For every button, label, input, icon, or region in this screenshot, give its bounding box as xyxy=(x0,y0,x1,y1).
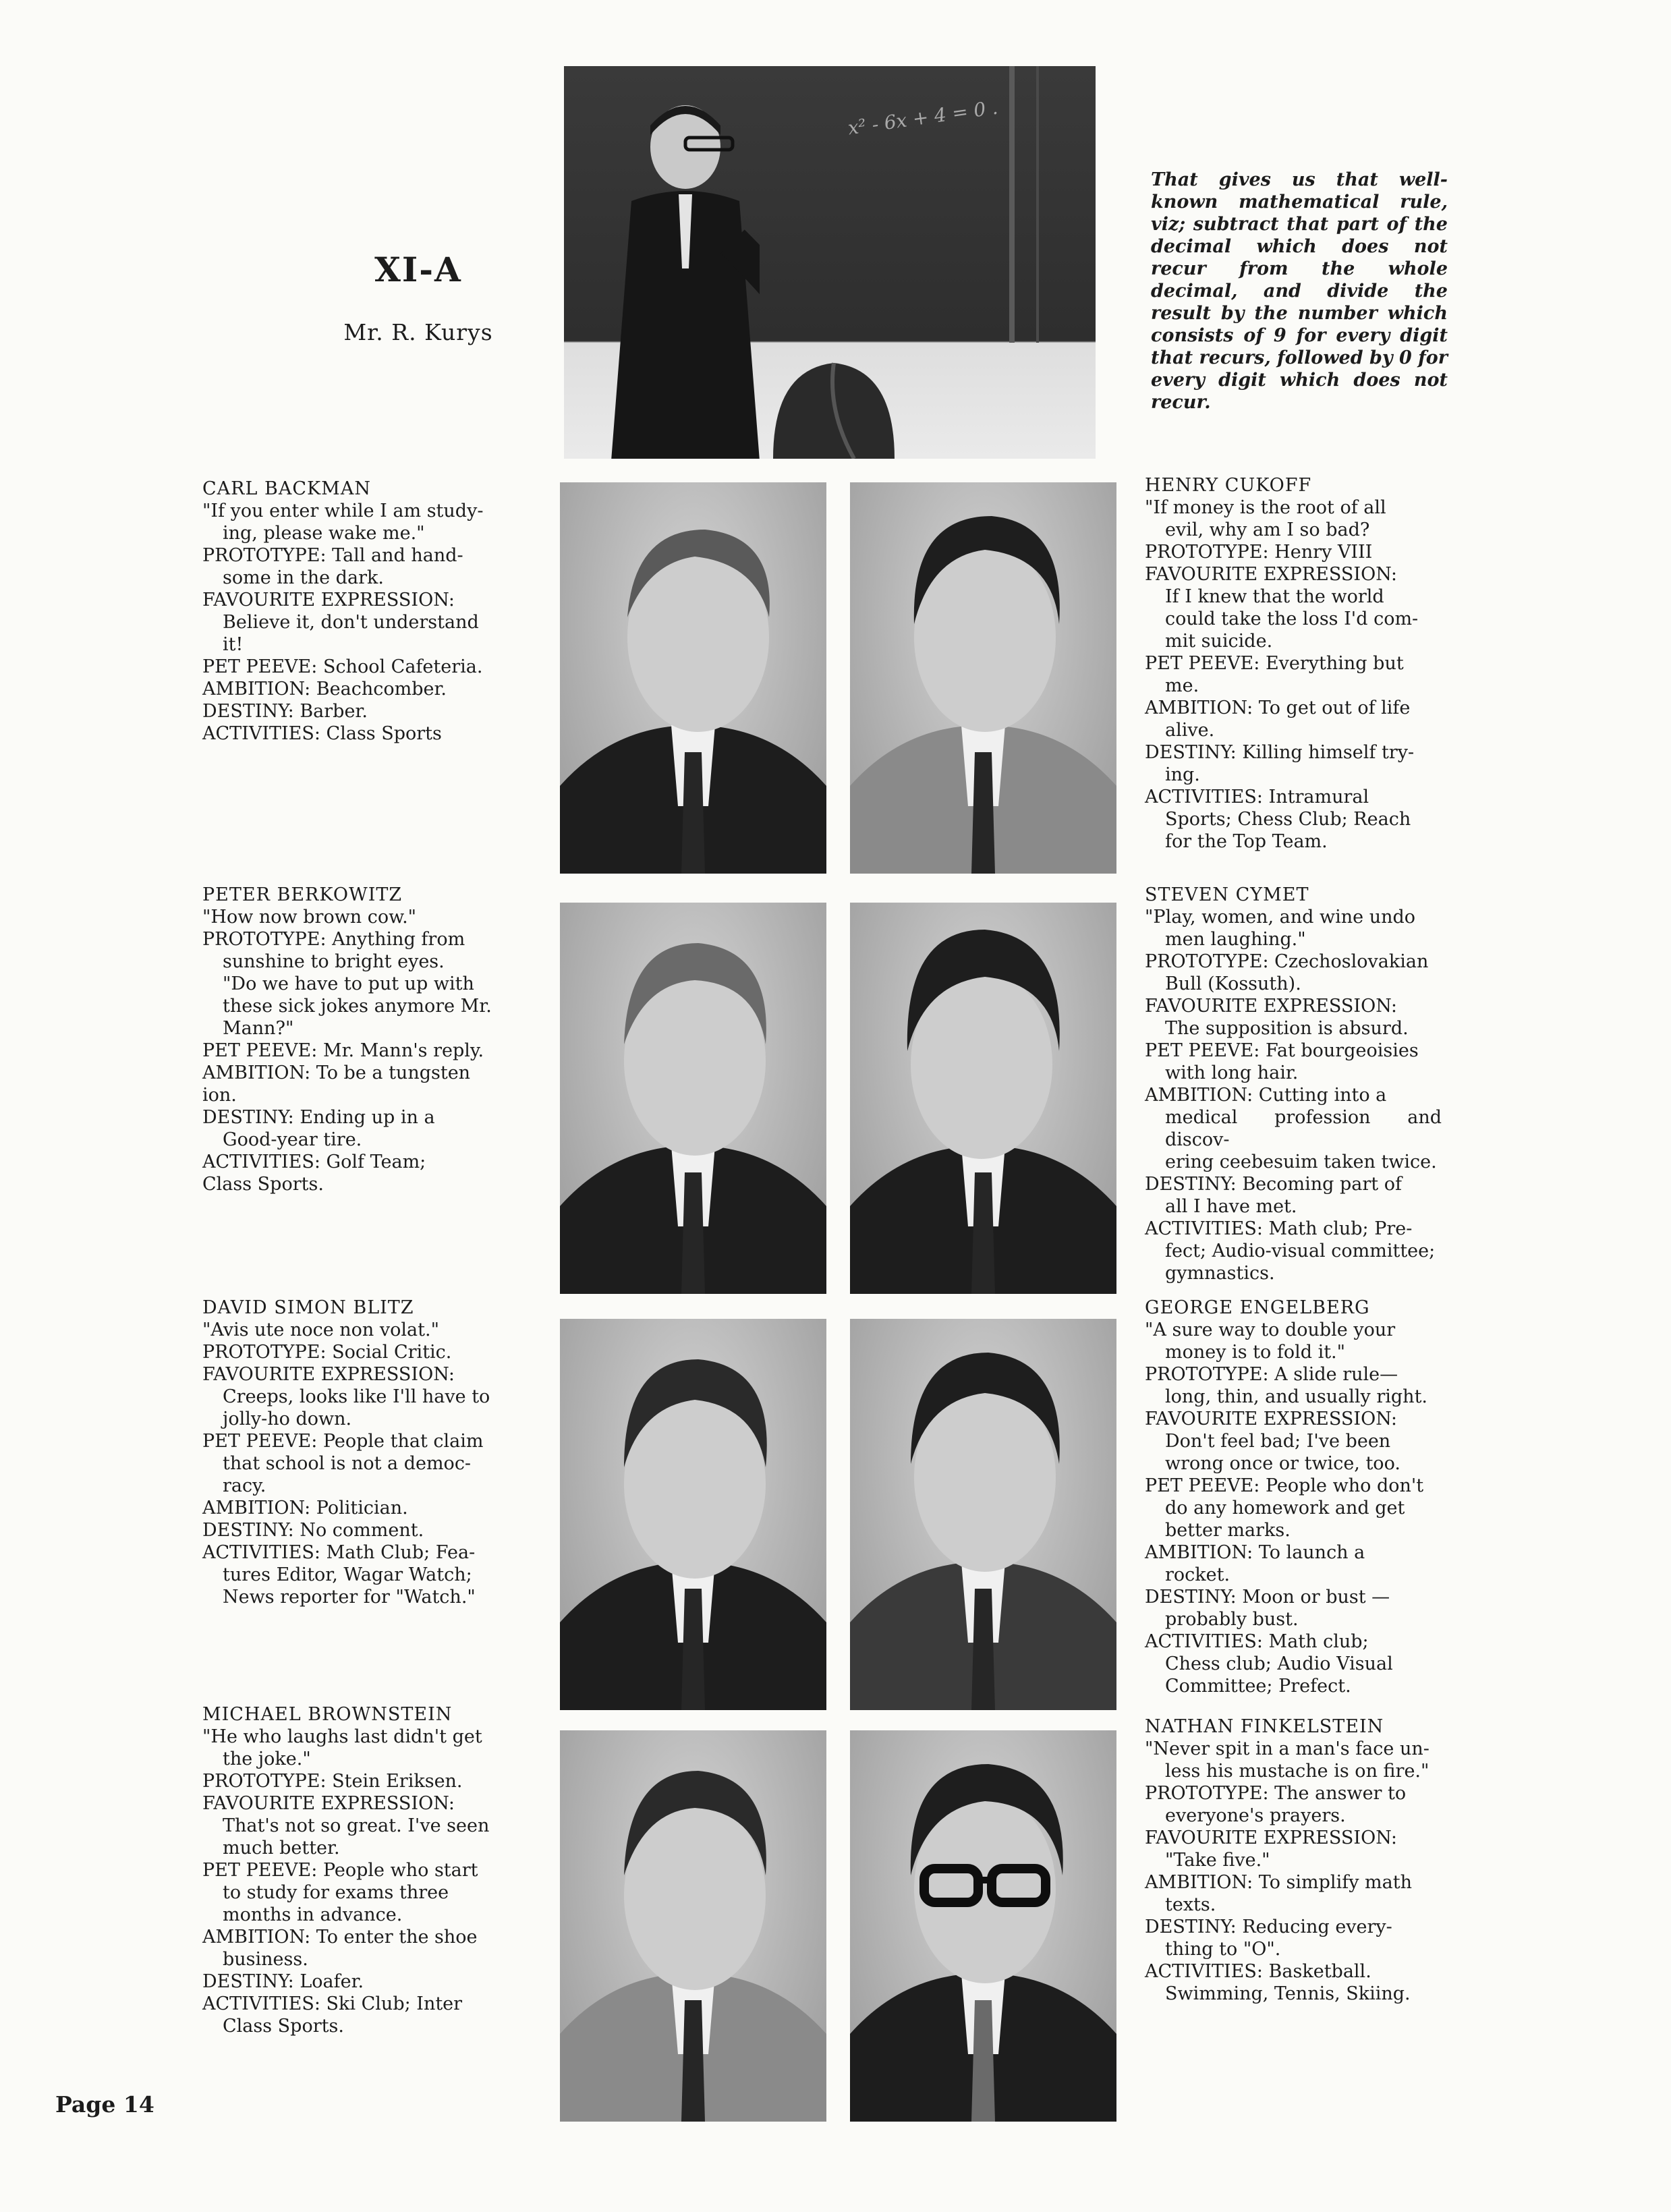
bio-line: Class Sports. xyxy=(223,2016,344,2037)
portrait-david-simon-blitz xyxy=(560,1319,826,1710)
bio-line: wrong once or twice, too. xyxy=(1165,1453,1400,1474)
bio-line: ing, please wake me." xyxy=(223,523,425,544)
bio-line: FAVOURITE EXPRESSION: xyxy=(1145,1409,1397,1429)
bio-line: racy. xyxy=(223,1475,266,1496)
bio-line: sunshine to bright eyes. xyxy=(223,951,445,972)
bio-line: "If you enter while I am study- xyxy=(202,501,484,521)
bio-line: FAVOURITE EXPRESSION: xyxy=(202,1364,455,1385)
bio-line: PROTOTYPE: Tall and hand- xyxy=(202,545,463,566)
bio-henry-cukoff xyxy=(1145,474,1442,853)
student-name: DAVID SIMON BLITZ xyxy=(202,1297,414,1318)
bio-line: "Avis ute noce non volat." xyxy=(202,1320,439,1340)
portrait-silhouette xyxy=(850,1319,1116,1710)
student-name: STEVEN CYMET xyxy=(1145,884,1309,905)
portrait-silhouette xyxy=(850,903,1116,1294)
bio-line: AMBITION: To enter the shoe xyxy=(202,1927,478,1948)
bio-line: DESTINY: Moon or bust — xyxy=(1145,1587,1390,1608)
bio-line: Chess club; Audio Visual xyxy=(1165,1653,1393,1674)
bio-line: DESTINY: No comment. xyxy=(202,1520,424,1541)
bio-line: DESTINY: Killing himself try- xyxy=(1145,742,1415,763)
bio-line: FAVOURITE EXPRESSION: xyxy=(202,590,455,611)
student-name: HENRY CUKOFF xyxy=(1145,475,1312,496)
bio-line: some in the dark. xyxy=(223,567,384,588)
bio-line: these sick jokes anymore Mr. xyxy=(223,996,492,1017)
bio-steven-cymet xyxy=(1145,884,1442,1284)
portrait-silhouette xyxy=(560,482,826,874)
teacher-photo xyxy=(564,66,1096,459)
bio-line: long, thin, and usually right. xyxy=(1165,1386,1427,1407)
bio-line: ing. xyxy=(1165,764,1200,785)
bio-line: The supposition is absurd. xyxy=(1165,1018,1409,1039)
bio-line: PET PEEVE: Everything but xyxy=(1145,653,1404,674)
bio-line: News reporter for "Watch." xyxy=(223,1587,476,1608)
bio-line: That's not so great. I've seen xyxy=(223,1815,490,1836)
bio-line: PROTOTYPE: Czechoslovakian xyxy=(1145,951,1429,972)
bio-george-engelberg xyxy=(1145,1297,1442,1697)
bio-line: PET PEEVE: People who don't xyxy=(1145,1475,1424,1496)
bio-line: rocket. xyxy=(1165,1564,1230,1585)
blackboard-frame xyxy=(1009,66,1015,343)
bio-line: ACTIVITIES: Math Club; Fea- xyxy=(202,1542,476,1563)
bio-line: AMBITION: Cutting into a xyxy=(1145,1085,1387,1106)
bio-line: ACTIVITIES: Basketball. xyxy=(1145,1961,1371,1982)
portrait-silhouette xyxy=(560,1319,826,1710)
bio-line: PET PEEVE: Mr. Mann's reply. xyxy=(202,1040,484,1061)
page-number: Page 14 xyxy=(55,2091,154,2118)
bio-line: AMBITION: To simplify math xyxy=(1145,1872,1412,1893)
bio-line: texts. xyxy=(1165,1894,1216,1915)
blackboard-equation: x² - 6x + 4 = 0 . xyxy=(846,96,1000,140)
portrait-silhouette xyxy=(850,1730,1116,2122)
bio-line: PET PEEVE: Fat bourgeoisies xyxy=(1145,1040,1419,1061)
bio-line: Committee; Prefect. xyxy=(1165,1676,1351,1697)
bio-line: thing to "O". xyxy=(1165,1939,1281,1960)
bio-david-simon-blitz xyxy=(202,1297,499,1608)
bio-line: men laughing." xyxy=(1165,929,1306,950)
bio-line: that school is not a democ- xyxy=(223,1453,472,1474)
portrait-henry-cukoff xyxy=(850,482,1116,874)
bio-line: DESTINY: Ending up in a xyxy=(202,1107,435,1128)
blackboard-divider xyxy=(1036,66,1039,343)
bio-line: PROTOTYPE: Henry VIII xyxy=(1145,542,1373,563)
portrait-silhouette xyxy=(560,1730,826,2122)
student-name: MICHAEL BROWNSTEIN xyxy=(202,1704,453,1725)
bio-line: all I have met. xyxy=(1165,1196,1297,1217)
bio-line: ering ceebesuim taken twice. xyxy=(1165,1152,1437,1172)
bio-line: PET PEEVE: People that claim xyxy=(202,1431,484,1452)
portrait-carl-backman xyxy=(560,482,826,874)
bio-line: AMBITION: Politician. xyxy=(202,1498,408,1519)
bio-line: evil, why am I so bad? xyxy=(1165,519,1370,540)
bio-line: medical profession and discov- xyxy=(1165,1107,1442,1150)
portrait-peter-berkowitz xyxy=(560,903,826,1294)
bio-line: DESTINY: Loafer. xyxy=(202,1971,364,1992)
bio-line: Swimming, Tennis, Skiing. xyxy=(1165,1983,1411,2004)
bio-line: it! xyxy=(223,634,244,655)
bio-line: AMBITION: To be a tungsten xyxy=(202,1062,471,1083)
bio-line: "Do we have to put up with xyxy=(223,973,474,994)
bio-line: AMBITION: To get out of life xyxy=(1145,698,1411,718)
student-name: GEORGE ENGELBERG xyxy=(1145,1297,1370,1318)
bio-line: PROTOTYPE: Anything from xyxy=(202,929,465,950)
bio-line: Don't feel bad; I've been xyxy=(1165,1431,1391,1452)
bio-line: the joke." xyxy=(223,1749,311,1769)
portrait-silhouette xyxy=(560,903,826,1294)
bio-line: with long hair. xyxy=(1165,1062,1299,1083)
class-heading xyxy=(317,250,519,345)
bio-line: ACTIVITIES: Intramural xyxy=(1145,787,1369,807)
bio-line: "Never spit in a man's face un- xyxy=(1145,1738,1429,1759)
bio-line: FAVOURITE EXPRESSION: xyxy=(202,1793,455,1814)
bio-line: ACTIVITIES: Ski Club; Inter xyxy=(202,1993,463,2014)
bio-line: fect; Audio-visual committee; xyxy=(1165,1241,1436,1261)
bio-line: to study for exams three xyxy=(223,1882,449,1903)
bio-line: FAVOURITE EXPRESSION: xyxy=(1145,996,1397,1017)
bio-line: ACTIVITIES: Math club; Pre- xyxy=(1145,1218,1413,1239)
bio-line: Bull (Kossuth). xyxy=(1165,973,1301,994)
bio-line: "Play, women, and wine undo xyxy=(1145,907,1416,928)
portrait-steven-cymet xyxy=(850,903,1116,1294)
bio-line: better marks. xyxy=(1165,1520,1291,1541)
bio-line: PROTOTYPE: Social Critic. xyxy=(202,1342,452,1363)
bio-line: "How now brown cow." xyxy=(202,907,417,928)
bio-line: business. xyxy=(223,1949,308,1970)
bio-line: PROTOTYPE: The answer to xyxy=(1145,1783,1407,1804)
bio-line: mit suicide. xyxy=(1165,631,1273,652)
bio-line: Good-year tire. xyxy=(223,1129,362,1150)
portrait-michael-brownstein xyxy=(560,1730,826,2122)
student-head-silhouette xyxy=(733,356,935,459)
bio-line: Creeps, looks like I'll have to xyxy=(223,1386,490,1407)
bio-line: AMBITION: Beachcomber. xyxy=(202,679,447,700)
student-name: CARL BACKMAN xyxy=(202,478,371,499)
bio-line: probably bust. xyxy=(1165,1609,1299,1630)
bio-line: everyone's prayers. xyxy=(1165,1805,1346,1826)
portrait-george-engelberg xyxy=(850,1319,1116,1710)
bio-line: PROTOTYPE: Stein Eriksen. xyxy=(202,1771,463,1792)
bio-line: ACTIVITIES: Golf Team; xyxy=(202,1152,426,1172)
teacher-quote: That gives us that well-known mathematical rule, viz; subtract that part of the decimal which does not recur from the whole decimal, and divide the result by the number which consists of 9 for every digit that recurs, followed by 0 for every digit which does not recur. xyxy=(1151,169,1448,413)
bio-line: much better. xyxy=(223,1838,340,1859)
bio-line: do any homework and get xyxy=(1165,1498,1405,1519)
bio-nathan-finkelstein xyxy=(1145,1715,1442,2005)
bio-line: PROTOTYPE: A slide rule— xyxy=(1145,1364,1398,1385)
student-name: NATHAN FINKELSTEIN xyxy=(1145,1716,1384,1737)
bio-line: gymnastics. xyxy=(1165,1263,1275,1284)
bio-line: FAVOURITE EXPRESSION: xyxy=(1145,1827,1397,1848)
bio-michael-brownstein xyxy=(202,1703,499,2037)
bio-line: DESTINY: Reducing every- xyxy=(1145,1917,1392,1937)
bio-line: Mann?" xyxy=(223,1018,294,1039)
bio-line: AMBITION: To launch a xyxy=(1145,1542,1365,1563)
bio-line: alive. xyxy=(1165,720,1215,741)
student-name: PETER BERKOWITZ xyxy=(202,884,403,905)
bio-line: Sports; Chess Club; Reach xyxy=(1165,809,1411,830)
bio-line: "He who laughs last didn't get xyxy=(202,1726,482,1747)
bio-line: ACTIVITIES: Math club; xyxy=(1145,1631,1369,1652)
bio-line: FAVOURITE EXPRESSION: xyxy=(1145,564,1397,585)
bio-line: tures Editor, Wagar Watch; xyxy=(223,1564,472,1585)
bio-line: If I knew that the world xyxy=(1165,586,1384,607)
bio-line: PET PEEVE: People who start xyxy=(202,1860,478,1881)
bio-carl-backman xyxy=(202,478,499,745)
bio-line: ACTIVITIES: Class Sports xyxy=(202,723,442,744)
bio-line: me. xyxy=(1165,675,1199,696)
bio-line: DESTINY: Becoming part of xyxy=(1145,1174,1402,1195)
bio-line: jolly-ho down. xyxy=(223,1409,352,1429)
bio-line: money is to fold it." xyxy=(1165,1342,1346,1363)
bio-line: could take the loss I'd com- xyxy=(1165,608,1419,629)
bio-line: "If money is the root of all xyxy=(1145,497,1386,518)
bio-line: months in advance. xyxy=(223,1904,403,1925)
bio-line: "A sure way to double your xyxy=(1145,1320,1396,1340)
bio-line: Believe it, don't understand xyxy=(223,612,479,633)
bio-line: ion. xyxy=(202,1085,237,1106)
bio-line: for the Top Team. xyxy=(1165,831,1328,852)
bio-line: PET PEEVE: School Cafeteria. xyxy=(202,656,483,677)
bio-line: Class Sports. xyxy=(202,1174,324,1195)
bio-line: DESTINY: Barber. xyxy=(202,701,368,722)
portrait-silhouette xyxy=(850,482,1116,874)
portrait-nathan-finkelstein xyxy=(850,1730,1116,2122)
teacher-name: Mr. R. Kurys xyxy=(343,319,493,345)
bio-line: "Take five." xyxy=(1165,1850,1270,1871)
bio-peter-berkowitz xyxy=(202,884,499,1195)
class-title: XI-A xyxy=(374,250,462,289)
bio-line: less his mustache is on fire." xyxy=(1165,1761,1429,1782)
